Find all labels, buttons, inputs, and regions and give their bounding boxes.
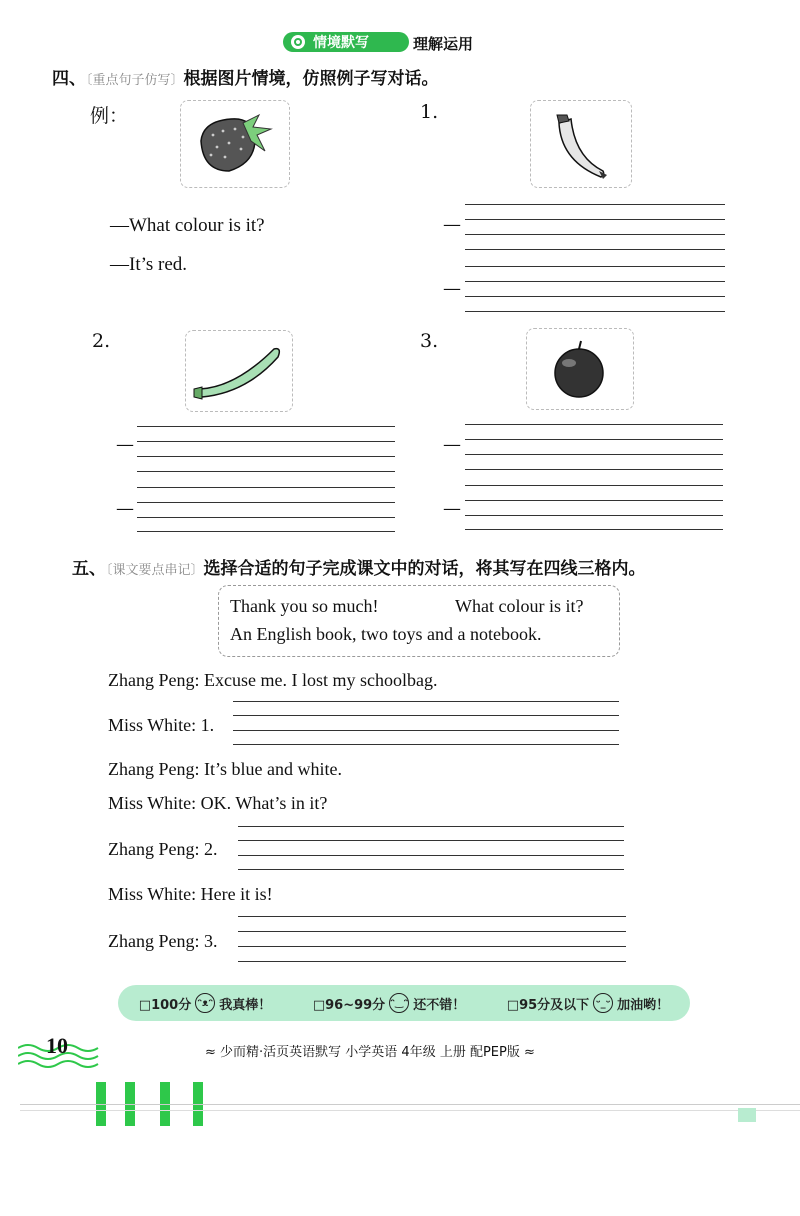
page-number: 10 (46, 1033, 68, 1058)
item3-dash-2: — (443, 498, 461, 519)
score-comment: 我真棒！ (219, 997, 272, 1013)
header-pill-text: 情境默写 (313, 35, 369, 51)
example-image-box (180, 100, 290, 188)
item3-dash-1: — (443, 434, 461, 455)
smile-face-icon: ᵔ‿ᵔ (389, 993, 409, 1013)
item2-dash-2: — (116, 498, 134, 519)
self-evaluation-bar (118, 985, 690, 1021)
green-bean-icon (186, 331, 292, 411)
example-answer: —It’s red. (110, 254, 188, 275)
example-question: —What colour is it? (110, 215, 265, 236)
encourage-face-icon: ᵕ_ᵕ (593, 993, 613, 1013)
happy-face-icon: ᵔᴥᵔ (195, 993, 215, 1013)
strawberry-icon (181, 101, 289, 187)
dialog-line-7: Zhang Peng: 3. (108, 931, 218, 951)
option-2: What colour is it? (455, 596, 584, 616)
section4-tag: 〔重点句子仿写〕 (86, 73, 184, 88)
section4-title (52, 64, 439, 89)
section5-title (72, 554, 646, 579)
score-label: □96~99分 (312, 997, 386, 1013)
score-item-96-99 (313, 993, 465, 1013)
section4-number: 四、 (52, 69, 86, 89)
example-label: 例： (90, 105, 129, 127)
header-pill (283, 32, 409, 52)
section5-tag: 〔课文要点串记〕 (106, 563, 204, 578)
footer-text: ≈ 少而精·活页英语默写 小学英语 4年级 上册 配PEP版 ≈ (205, 1045, 535, 1060)
target-icon (291, 35, 305, 49)
score-comment: 加油哟！ (617, 997, 670, 1013)
item2-dash-1: — (116, 434, 134, 455)
header-subtitle: 理解运用 (413, 35, 474, 53)
option-3: An English book, two toys and a notebook. (230, 624, 542, 644)
tab-marker (738, 1108, 756, 1122)
section5-number: 五、 (72, 559, 106, 579)
dialog-line-3: Zhang Peng: It’s blue and white. (108, 759, 342, 779)
dialog-line-2: Miss White: 1. (108, 715, 215, 735)
score-item-95-below (507, 993, 669, 1013)
section5-instruction: 选择合适的句子完成课文中的对话，将其写在四线三格内。 (203, 559, 646, 579)
dialog-line-5: Zhang Peng: 2. (108, 839, 218, 859)
score-label: □95分及以下 (506, 997, 590, 1013)
dialog-line-6: Miss White: Here it is! (108, 884, 273, 904)
item2-number: 2. (92, 330, 111, 352)
section4-instruction: 根据图片情境，仿照例子写对话。 (183, 69, 439, 89)
score-comment: 还不错！ (413, 997, 466, 1013)
item1-image-box (530, 100, 632, 188)
score-item-100 (139, 993, 271, 1013)
item1-number: 1. (420, 101, 439, 123)
item2-image-box (185, 330, 293, 412)
black-plum-icon (527, 329, 633, 409)
item3-image-box (526, 328, 634, 410)
banana-icon (531, 101, 631, 187)
option-1: Thank you so much! (230, 596, 379, 616)
item1-dash-2: — (443, 278, 461, 299)
item3-number: 3. (420, 330, 439, 352)
dialog-line-4: Miss White: OK. What’s in it? (108, 793, 328, 813)
item1-dash-1: — (443, 214, 461, 235)
score-label: □100分 (138, 997, 192, 1013)
dialog-line-1: Zhang Peng: Excuse me. I lost my schoolbag. (108, 670, 438, 690)
